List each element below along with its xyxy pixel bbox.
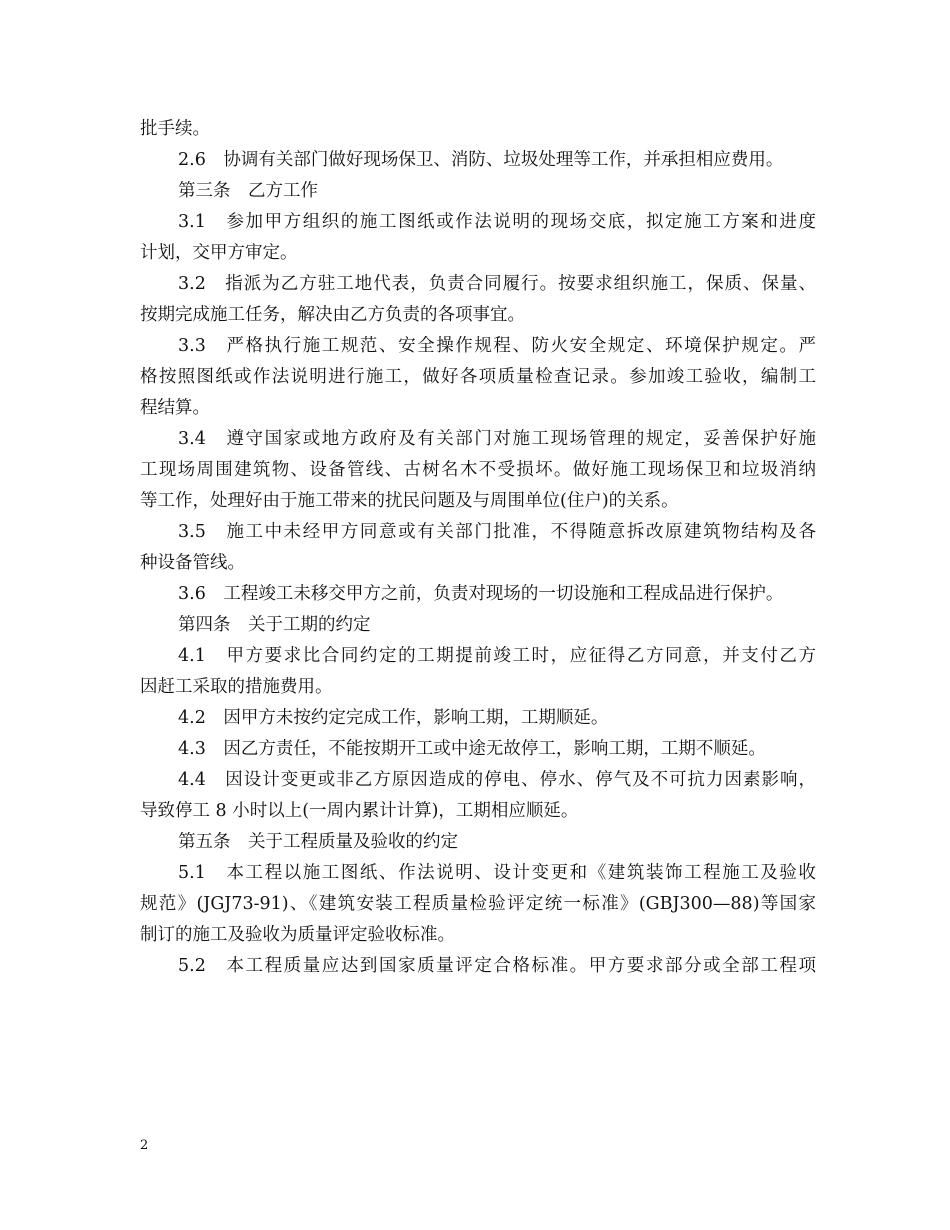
text-line: 第三条 乙方工作	[178, 181, 318, 201]
text-line: 工现场周围建筑物、设备管线、古树名木不受损坏。做好施工现场保卫和垃圾消纳	[140, 460, 816, 480]
page-number: 2	[140, 1138, 149, 1153]
text-line: 程结算。	[140, 398, 210, 418]
text-line: 2.6 协调有关部门做好现场保卫、消防、垃圾处理等工作，并承担相应费用。	[178, 150, 784, 170]
text-line: 3.3 严格执行施工规范、安全操作规程、防火安全规定、环境保护规定。严	[178, 336, 816, 356]
text-line: 3.5 施工中未经甲方同意或有关部门批准，不得随意拆改原建筑物结构及各	[178, 522, 816, 542]
text-line: 因赶工采取的措施费用。	[140, 677, 333, 697]
text-line: 第四条 关于工期的约定	[178, 615, 371, 635]
text-line: 3.6 工程竣工未移交甲方之前，负责对现场的一切设施和工程成品进行保护。	[178, 584, 784, 604]
document-body	[140, 114, 816, 982]
text-line: 5.2 本工程质量应达到国家质量评定合格标准。甲方要求部分或全部工程项	[178, 956, 816, 976]
text-line: 计划，交甲方审定。	[140, 243, 298, 263]
text-line: 制订的施工及验收为质量评定验收标准。	[140, 925, 455, 945]
text-line: 3.1 参加甲方组织的施工图纸或作法说明的现场交底，拟定施工方案和进度	[178, 212, 816, 232]
text-line: 规范》(JGJ73-91)、《建筑安装工程质量检验评定统一标准》(GBJ300—88)等国家	[140, 894, 816, 914]
text-line: 4.4 因设计变更或非乙方原因造成的停电、停水、停气及不可抗力因素影响，	[178, 770, 816, 790]
text-line: 4.1 甲方要求比合同约定的工期提前竣工时，应征得乙方同意，并支付乙方	[178, 646, 816, 666]
text-line: 种设备管线。	[140, 553, 245, 573]
text-line: 按期完成施工任务，解决由乙方负责的各项事宜。	[140, 305, 525, 325]
text-line: 格按照图纸或作法说明进行施工，做好各项质量检查记录。参加竣工验收，编制工	[140, 367, 816, 387]
text-line: 批手续。	[140, 119, 210, 139]
text-line: 第五条 关于工程质量及验收的约定	[178, 832, 458, 852]
text-line: 4.3 因乙方责任，不能按期开工或中途无故停工，影响工期，工期不顺延。	[178, 739, 766, 759]
text-line: 3.2 指派为乙方驻工地代表，负责合同履行。按要求组织施工，保质、保量、	[178, 274, 816, 294]
text-line: 等工作，处理好由于施工带来的扰民问题及与周围单位(住户)的关系。	[140, 491, 679, 511]
text-line: 导致停工 8 小时以上(一周内累计计算)，工期相应顺延。	[140, 801, 579, 821]
text-line: 3.4 遵守国家或地方政府及有关部门对施工现场管理的规定，妥善保护好施	[178, 429, 816, 449]
text-line: 4.2 因甲方未按约定完成工作，影响工期，工期顺延。	[178, 708, 609, 728]
text-line: 5.1 本工程以施工图纸、作法说明、设计变更和《建筑装饰工程施工及验收	[178, 863, 816, 883]
